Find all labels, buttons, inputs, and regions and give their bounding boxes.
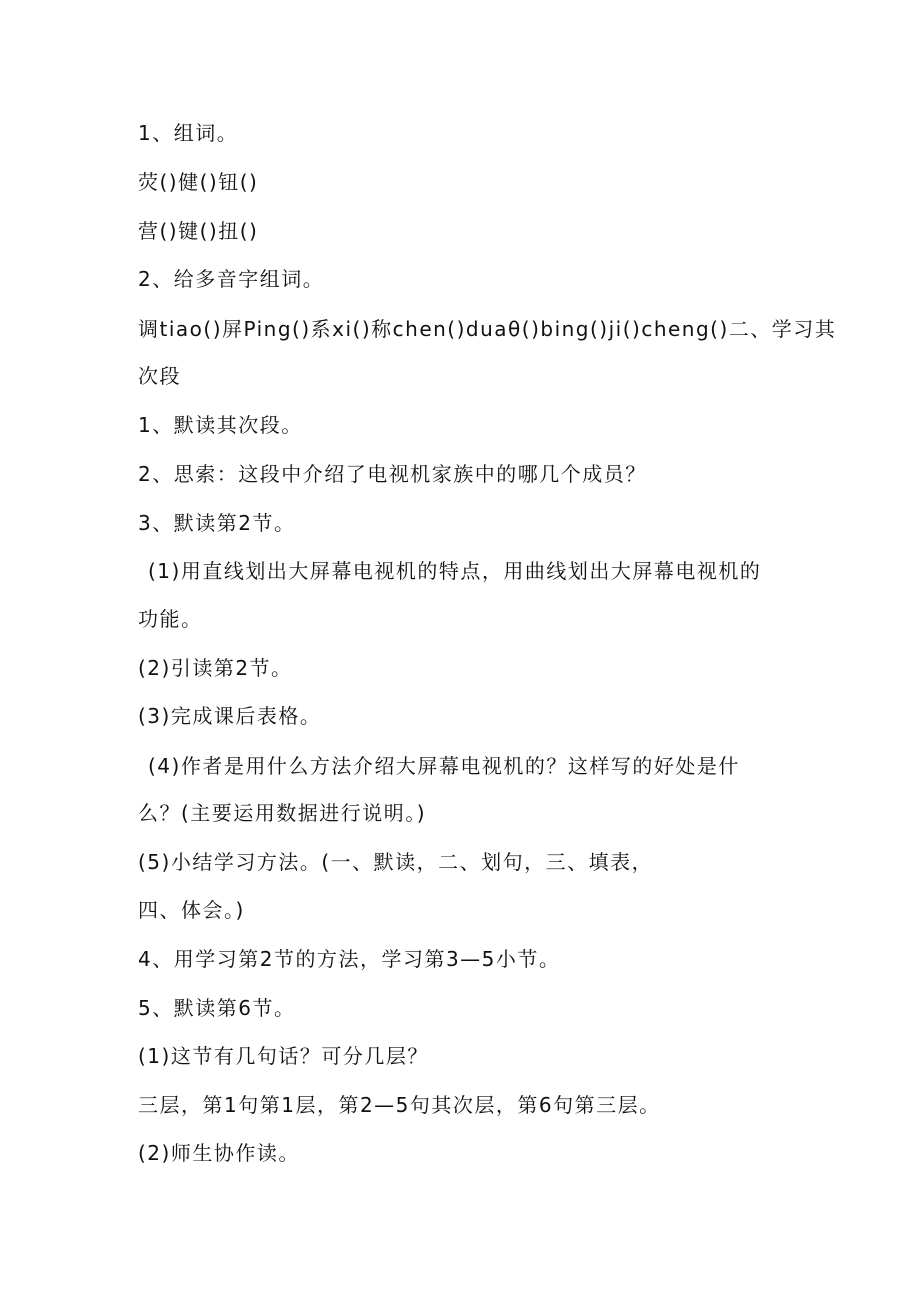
line-22: (2)师生协作读。 <box>138 1141 300 1165</box>
line-16: (5)小结学习方法。(一、默读，二、划句，三、填表， <box>138 850 654 874</box>
line-17: 四、体会。) <box>138 898 245 922</box>
line-3: 营()键()扭() <box>138 219 259 243</box>
line-8: 2、思索：这段中介绍了电视机家族中的哪几个成员？ <box>138 462 647 486</box>
line-9: 3、默读第2节。 <box>138 511 296 535</box>
line-10: (1)用直线划出大屏幕电视机的特点，用曲线划出大屏幕电视机的 <box>148 559 762 583</box>
line-18: 4、用学习第2节的方法，学习第3—5小节。 <box>138 947 561 971</box>
line-21: 三层，第1句第1层，第2—5句其次层，第6句第三层。 <box>138 1093 661 1117</box>
line-1: 1、组词。 <box>138 121 239 145</box>
line-13: (3)完成课后表格。 <box>138 704 322 728</box>
line-12: (2)引读第2节。 <box>138 656 293 680</box>
line-4: 2、给多音字组词。 <box>138 267 325 291</box>
line-6: 次段 <box>138 364 181 388</box>
line-2: 荧()健()钮() <box>138 170 259 194</box>
line-14: (4)作者是用什么方法介绍大屏幕电视机的？这样写的好处是什 <box>148 754 740 778</box>
line-15: 么？(主要运用数据进行说明。) <box>138 801 427 825</box>
line-11: 功能。 <box>138 607 203 631</box>
line-20: (1)这节有几句话？可分几层？ <box>138 1044 429 1068</box>
line-5: 调tiao()屏Ping()系xi()称chen()duaθ()bing()ji()cheng()二、学习其 <box>138 317 837 341</box>
line-19: 5、默读第6节。 <box>138 996 296 1020</box>
line-7: 1、默读其次段。 <box>138 413 303 437</box>
